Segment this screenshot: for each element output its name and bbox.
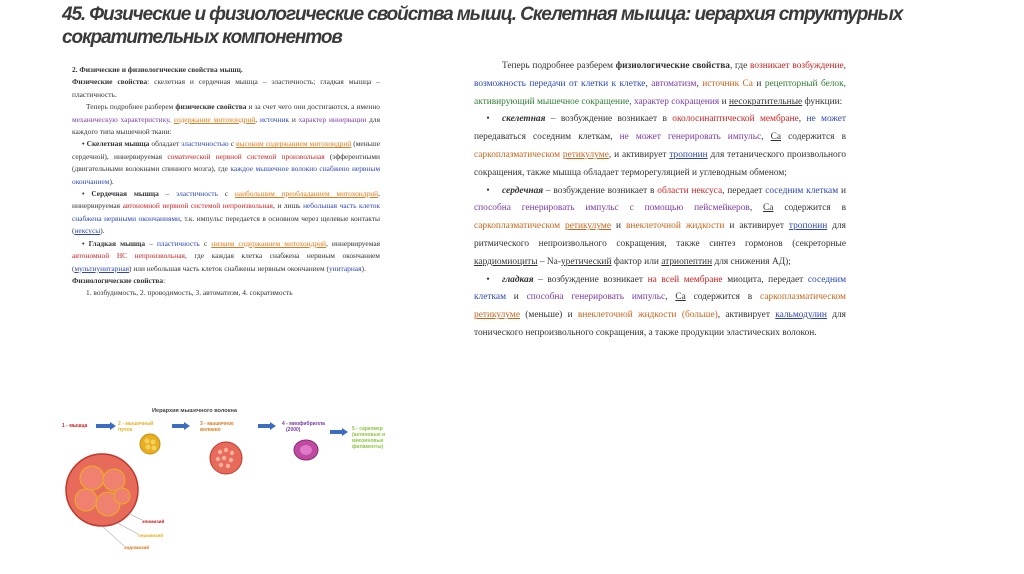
label-myofibril-1: 4 - миофибрилла <box>282 421 325 427</box>
left-physiological-list: 1. возбудимость, 2. проводимость, 3. автоматизм, 4. сократимость <box>86 288 293 298</box>
left-cardiac: • Сердечная мышца – эластичность с наибольшим преобладанием митохондрий, иннервируемая автономной нервной системой непроизвольная, и лишь небольшая часть клеток снабжена нервными окончаниями, т.к. импульс передается в основном через щелевые контакты (нексусы). <box>72 189 380 236</box>
label-muscle: 1 - мышца <box>62 423 88 429</box>
arrow-2-icon <box>172 422 190 430</box>
arrow-4-icon <box>330 428 348 436</box>
right-cardiac: • сердечная – возбуждение возникает в области нексуса, передает соседним клеткам и способна генерировать импульс с помощью пейсмейкеров, Са содержится в саркоплазматическом ретикулуме и внеклеточной жидкости и активирует тропонин для ритмического непроизвольного сокращения, также синтез гормонов (секреторные кардиомиоциты – Na-уретический фактор или атриопептин для снижения АД); <box>474 185 846 267</box>
left-heading: 2. Физические и физиологические свойства мышц. <box>72 65 243 74</box>
label-sarcomere-3: миозиновые <box>352 438 384 444</box>
left-physiological: Физиологические свойства: <box>72 275 166 285</box>
diagram-title: Иерархия мышечного волокна <box>152 408 238 414</box>
label-fiber-1: 3 - мышечное <box>200 421 234 427</box>
label-sarcomere-1: 5 - саркомер <box>352 426 383 432</box>
left-intro: Теперь подробнее разберем физические свойства и за счет чего они достигаются, а именно механическую характеристику, содержание митохондрий, источник и характер иннервации для каждого типа мышечной ткани: <box>72 102 380 137</box>
label-bundle-2: пучок <box>118 427 133 433</box>
muscle-hierarchy-diagram <box>60 402 400 552</box>
right-smooth: • гладкая – возбуждение возникает на всей мембране миоцита, передает соседним клеткам и способна генерировать импульс, Са содержится в саркоплазматическом ретикулуме (меньше) и внеклеточной жидкости (больше), активирует кальмодулин для тонического непроизвольного сокращения, а также продукции эластических волокон. <box>474 274 847 338</box>
slide-title: 45. Физические и физиологические свойства мышц. Скелетная мышца: иерархия структурных сократительных компонентов <box>62 4 903 48</box>
myofibril-icon <box>294 440 318 460</box>
right-intro: Теперь подробнее разберем физиологические свойства, где возникает возбуждение, возможность передачи от клетки к клетке, автоматизм, источник Са и рецепторный белок, активирующий мышечное сокращение, характер сокращения и несократительные функции: <box>474 61 847 107</box>
label-sarcomere-2: (актиновые и <box>352 432 386 438</box>
muscle-cross-section-icon <box>66 454 138 526</box>
muscle-fiber-icon <box>210 442 242 474</box>
left-document <box>72 64 380 300</box>
right-skeletal: • скелетная – возбуждение возникает в околосинаптической мембране, не может передаваться соседним клеткам, не может генерировать импульс, Са содержится в саркоплазматическом ретикулуме, и активирует тропонин для тетанического произвольного сокращения, также мышца обладает терморегуляцией и углеводным обменом; <box>474 114 847 178</box>
label-epimysium: эпимизий <box>142 519 165 524</box>
label-endomysium: эндомизий <box>124 545 150 550</box>
left-physical-properties: Физические свойства: скелетная и сердечная мышца – эластичность; гладкая мышца – пластичность. <box>72 77 380 99</box>
muscle-hierarchy-svg <box>60 402 400 552</box>
label-sarcomere-4: филаменты) <box>352 444 384 450</box>
right-document <box>474 58 846 343</box>
label-fiber-2: волокно <box>200 427 221 433</box>
label-myofibril-2: (2000) <box>286 427 301 433</box>
left-skeletal: • Скелетная мышца обладает эластичностью с высоким содержанием митохондрий (меньше сердечной), иннервируемая соматической нервной системой произвольная (эфферентными (двигательными волокнами спинного мозга), где каждое мышечное волокно снабжено нервным окончанием). <box>72 139 381 186</box>
label-bundle-1: 2 - мышечный <box>118 421 154 427</box>
arrow-1-icon <box>96 422 116 430</box>
muscle-bundle-icon <box>140 434 160 454</box>
left-smooth: • Гладкая мышца – пластичность с низким содержанием митохондрий, иннервируемая автономной НС непроизвольная, где каждая клетка снабжена нервным окончанием (мультиунитарная) или небольшая часть клеток снабжены нервным окончанием (унитарная). <box>72 238 380 273</box>
label-perimysium: перимизий <box>138 533 164 538</box>
arrow-3-icon <box>258 422 276 430</box>
